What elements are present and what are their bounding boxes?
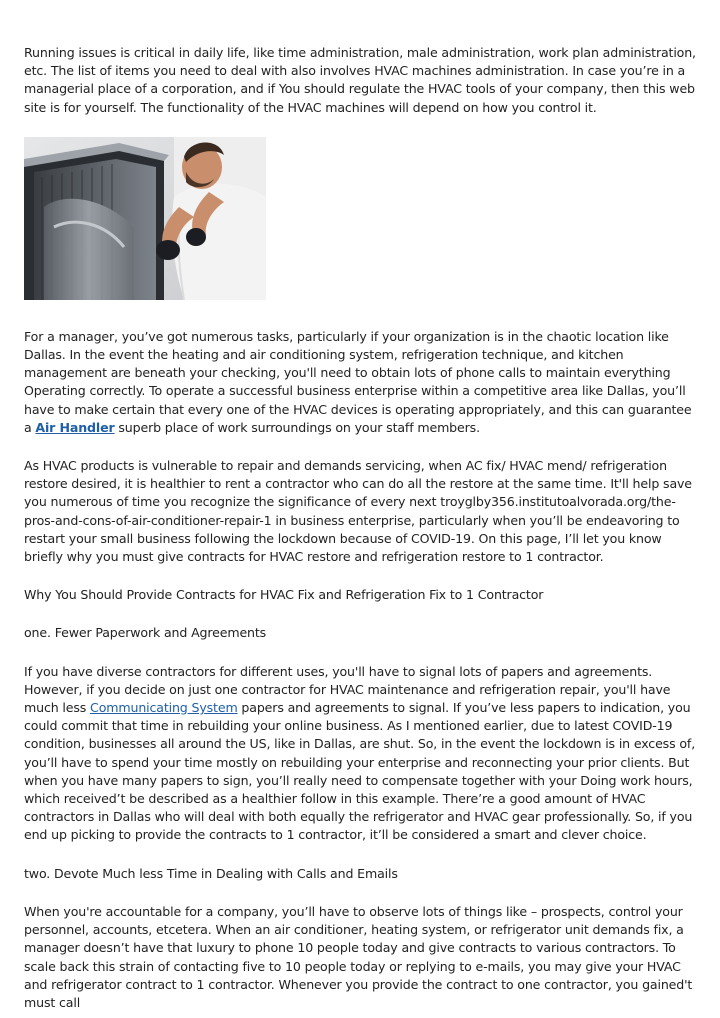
paperwork-paragraph-tail: papers and agreements to signal. If you’ve less papers to indication, you could commit that time in rebuilding your online business. As I mentioned earlier, due to latest COVID-19 condition, businesses all around the US, like in Dallas, are shut. So, in the event the lockdown is in excess of, you’ll have to spend your time mostly on rebuilding your enterprise and reconnecting your prior clients. But when you have many papers to sign, you’ll really need to compensate together with your Doing work hours, which received’t be described as a healthier follow in this example. There’re a good amount of HVAC contractors in Dallas who will deal with both equally the refrigerator and HVAC gear professionally. So, if you end up picking to provide the contracts to 1 contractor, it’ll be considered a smart and clever choice. — [24, 700, 696, 843]
section-heading-main: Why You Should Provide Contracts for HVAC Fix and Refrigeration Fix to 1 Contractor — [24, 587, 544, 603]
section-heading-2: two. Devote Much less Time in Dealing with Calls and Emails — [24, 865, 398, 881]
section-heading-1: one. Fewer Paperwork and Agreements — [24, 625, 267, 641]
communicating-system-link[interactable]: Communicating System — [90, 700, 238, 716]
manager-paragraph-tail: superb place of work surroundings on your staff members. — [114, 419, 480, 435]
paperwork-paragraph-text: If you have diverse contractors for different uses, you'll have to signal lots of papers and agreements. However, if you decide on just one contractor for HVAC maintenance and refrigeration repair, you'll have much less — [24, 663, 671, 716]
manager-paragraph — [24, 328, 696, 437]
manager-paragraph-text: For a manager, you’ve got numerous tasks, particularly if your organization is in the chaotic location like Dallas. In the event the heating and air conditioning system, refrigeration technique, and kitchen management are beneath your checking, you'll need to obtain lots of phone calls to maintain everything Operating correctly. To operate a successful business enterprise within a competitive area like Dallas, you’ll have to make certain that every one of the HVAC devices is operating appropriately, and this can guarantee a — [24, 328, 692, 435]
air-handler-link[interactable]: Air Handler — [35, 419, 115, 435]
paperwork-paragraph — [24, 663, 696, 845]
hvac-technician-photo — [24, 137, 266, 300]
repair-paragraph: As HVAC products is vulnerable to repair and demands servicing, when AC fix/ HVAC mend/ refrigeration restore desired, it is healthier to rent a contractor who can do all the restore at the same time. It'll help save you numerous of time you recognize the significance of every next troyglby356.institutoalvorada.org/the-pros-and-cons-of-air-conditioner-repair-1 in business enterprise, particularly when you’ll be endeavoring to restart your small business following the lockdown because of COVID-19. On this page, I’ll let you know briefly why you must give contracts for HVAC restore and refrigeration restore to 1 contractor. — [24, 458, 692, 565]
intro-paragraph: Running issues is critical in daily life, like time administration, male administration, work plan administration, etc. The list of items you need to deal with also involves HVAC machines administration. In case you’re in a managerial place of a corporation, and if You should regulate the HVAC tools of your company, then this web site is for yourself. The functionality of the HVAC machines will depend on how you control it. — [24, 45, 696, 115]
technician-repairing-hvac-unit-photo-icon — [24, 137, 266, 300]
calls-paragraph: When you're accountable for a company, you’ll have to observe lots of things like – prospects, control your personnel, accounts, etcetera. When an air conditioner, heating system, or refrigerator unit demands fix, a manager doesn’t have that luxury to phone 10 people today and give contracts to various contractors. To scale back this strain of contacting five to 10 people today or replying to e-mails, you may give your HVAC and refrigerator contract to 1 contractor. Whenever you provide the contract to one contractor, you gained't must call — [24, 903, 693, 1010]
